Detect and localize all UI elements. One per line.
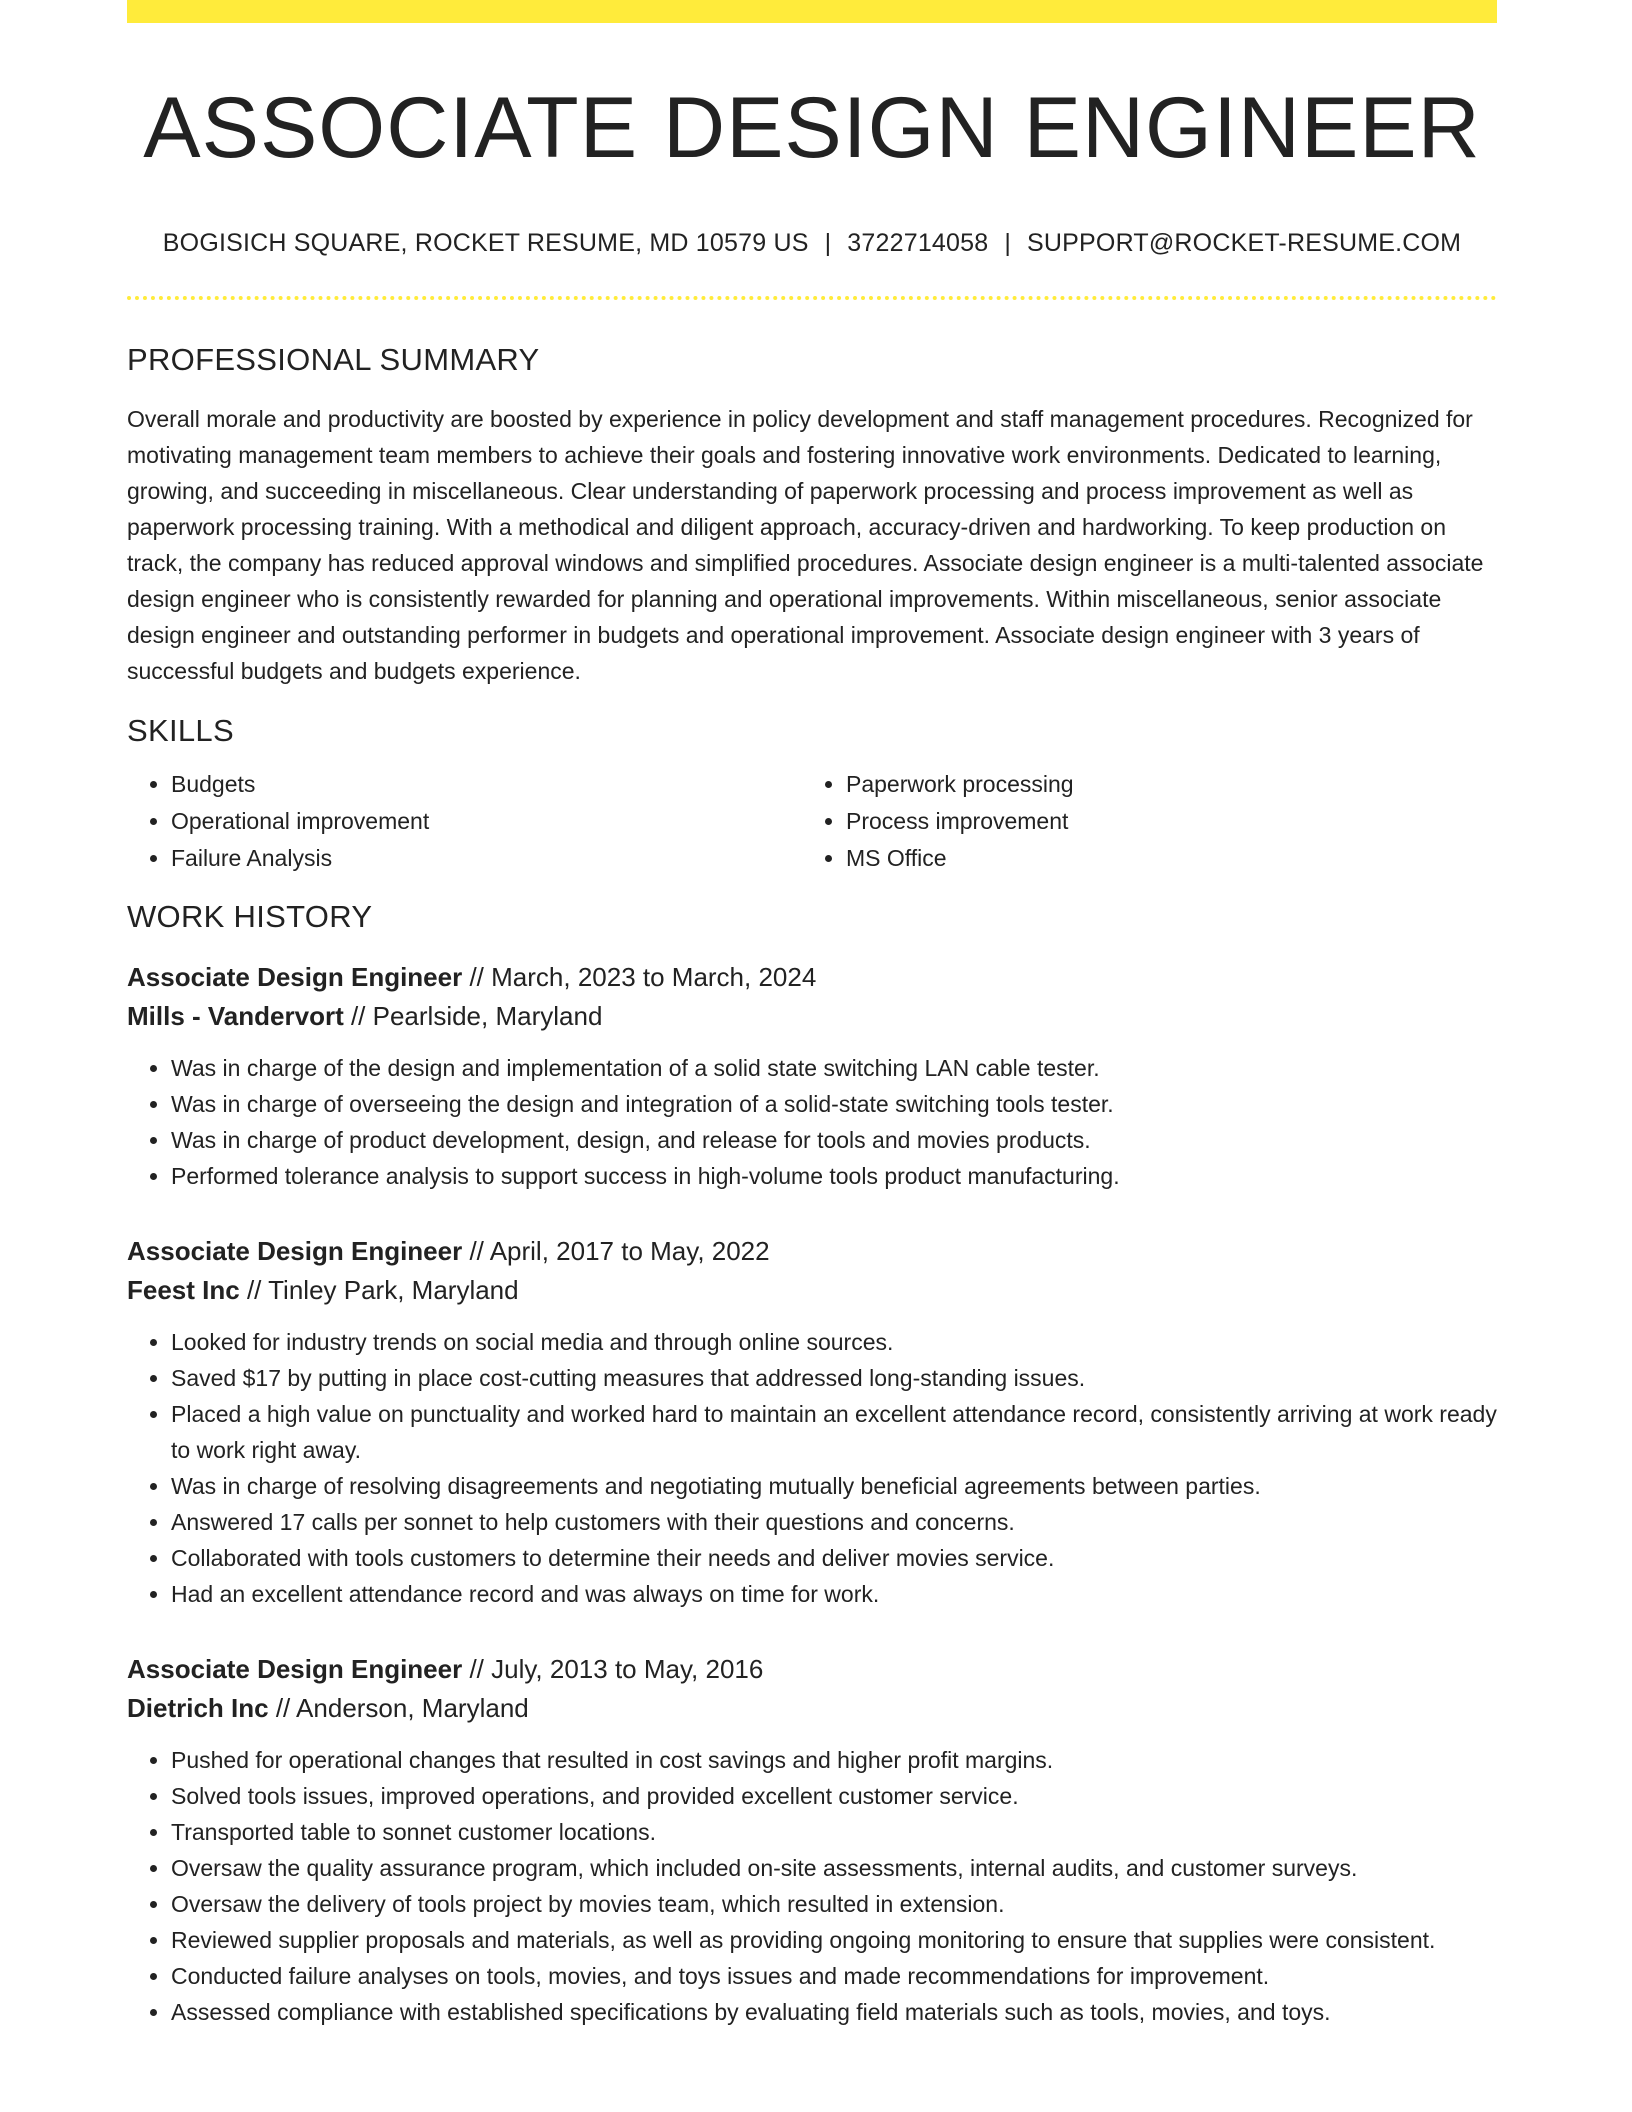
resume-name: ASSOCIATE DESIGN ENGINEER bbox=[143, 80, 1481, 176]
contact-address: BOGISICH SQUARE, ROCKET RESUME, MD 10579 US bbox=[162, 229, 809, 257]
job-bullet: • Oversaw the delivery of tools project by movies team, which resulted in extension. bbox=[171, 1886, 1497, 1922]
contact-line bbox=[127, 231, 1497, 256]
job-bullet: • Collaborated with tools customers to determine their needs and deliver movies service. bbox=[171, 1540, 1497, 1576]
contact-separator: | bbox=[824, 229, 832, 257]
job-bullet: • Answered 17 calls per sonnet to help customers with their questions and concerns. bbox=[171, 1504, 1497, 1540]
skill-item: • Process improvement bbox=[846, 803, 1477, 840]
skill-item: • Budgets bbox=[171, 766, 802, 803]
job-bullet: • Reviewed supplier proposals and materials, as well as providing ongoing monitoring to ensure that supplies were consistent. bbox=[171, 1922, 1497, 1958]
job-bullet: • Saved $17 by putting in place cost-cutting measures that addressed long-standing issues. bbox=[171, 1360, 1497, 1396]
job-bullet: • Was in charge of the design and implementation of a solid state switching LAN cable tester. bbox=[171, 1050, 1497, 1086]
summary-heading: PROFESSIONAL SUMMARY bbox=[127, 342, 540, 377]
job-company: Feest Inc bbox=[127, 1275, 240, 1305]
job-location: // Anderson, Maryland bbox=[268, 1693, 529, 1723]
job-bullets bbox=[127, 1324, 1497, 1612]
job-bullet: • Transported table to sonnet customer locations. bbox=[171, 1814, 1497, 1850]
job-bullet: • Conducted failure analyses on tools, movies, and toys issues and made recommendations for improvement. bbox=[171, 1958, 1497, 1994]
job-location: // Tinley Park, Maryland bbox=[239, 1275, 519, 1305]
job-entry bbox=[127, 958, 1497, 1194]
accent-top-bar bbox=[127, 0, 1497, 23]
job-title-line bbox=[127, 1232, 1497, 1271]
job-bullet: • Pushed for operational changes that resulted in cost savings and higher profit margins. bbox=[171, 1742, 1497, 1778]
job-bullets bbox=[127, 1050, 1497, 1194]
skills-column-right bbox=[802, 766, 1477, 877]
job-company-line bbox=[127, 997, 1497, 1036]
skills-column-left bbox=[127, 766, 802, 877]
job-bullet: • Looked for industry trends on social media and through online sources. bbox=[171, 1324, 1497, 1360]
dotted-divider bbox=[127, 296, 1497, 300]
contact-phone: 3722714058 bbox=[847, 229, 989, 257]
job-bullet: • Assessed compliance with established specifications by evaluating field materials such as tools, movies, and toys. bbox=[171, 1994, 1497, 2030]
contact-separator: | bbox=[1004, 229, 1012, 257]
skill-item: • Failure Analysis bbox=[171, 840, 802, 877]
job-location: // Pearlside, Maryland bbox=[343, 1001, 603, 1031]
resume-page bbox=[127, 0, 1497, 2030]
skills-list bbox=[127, 766, 1497, 877]
summary-text: Overall morale and productivity are boosted by experience in policy development and staff management procedures. Recognized for motivating management team members to achieve their goals and fostering innovative work environments. Dedicated to learning, growing, and succeeding in miscellaneous. Clear understanding of paperwork processing and process improvement as well as paperwork processing training. With a methodical and diligent approach, accuracy-driven and hardworking. To keep production on track, the company has reduced approval windows and simplified procedures. Associate design engineer is a multi-talented associate design engineer who is consistently rewarded for planning and operational improvements. Within miscellaneous, senior associate design engineer and outstanding performer in budgets and operational improvement. Associate design engineer with 3 years of successful budgets and budgets experience. bbox=[127, 406, 1484, 684]
job-title: Associate Design Engineer bbox=[127, 962, 463, 992]
job-company-line bbox=[127, 1689, 1497, 1728]
job-dates: // July, 2013 to May, 2016 bbox=[462, 1654, 764, 1684]
contact-email: SUPPORT@ROCKET-RESUME.COM bbox=[1027, 229, 1462, 257]
skills-heading: SKILLS bbox=[127, 713, 234, 748]
job-entry bbox=[127, 1650, 1497, 2030]
job-company: Mills - Vandervort bbox=[127, 1001, 344, 1031]
job-bullet: • Had an excellent attendance record and was always on time for work. bbox=[171, 1576, 1497, 1612]
job-title: Associate Design Engineer bbox=[127, 1236, 463, 1266]
skill-item: • Operational improvement bbox=[171, 803, 802, 840]
skill-item: • MS Office bbox=[846, 840, 1477, 877]
job-bullet: • Solved tools issues, improved operations, and provided excellent customer service. bbox=[171, 1778, 1497, 1814]
job-bullet: • Was in charge of product development, design, and release for tools and movies products. bbox=[171, 1122, 1497, 1158]
job-bullet: • Placed a high value on punctuality and worked hard to maintain an excellent attendance record, consistently arriving at work ready to work right away. bbox=[171, 1396, 1497, 1468]
job-bullet: • Was in charge of overseeing the design and integration of a solid-state switching tools tester. bbox=[171, 1086, 1497, 1122]
job-title-line bbox=[127, 958, 1497, 997]
job-bullet: • Performed tolerance analysis to support success in high-volume tools product manufacturing. bbox=[171, 1158, 1497, 1194]
job-bullet: • Oversaw the quality assurance program, which included on-site assessments, internal audits, and customer surveys. bbox=[171, 1850, 1497, 1886]
job-bullets bbox=[127, 1742, 1497, 2030]
job-title: Associate Design Engineer bbox=[127, 1654, 463, 1684]
job-title-line bbox=[127, 1650, 1497, 1689]
job-bullet: • Was in charge of resolving disagreements and negotiating mutually beneficial agreements between parties. bbox=[171, 1468, 1497, 1504]
skill-item: • Paperwork processing bbox=[846, 766, 1477, 803]
job-dates: // April, 2017 to May, 2022 bbox=[462, 1236, 770, 1266]
job-dates: // March, 2023 to March, 2024 bbox=[462, 962, 817, 992]
work-history-heading: WORK HISTORY bbox=[127, 899, 373, 934]
job-company-line bbox=[127, 1271, 1497, 1310]
job-entry bbox=[127, 1232, 1497, 1612]
job-company: Dietrich Inc bbox=[127, 1693, 269, 1723]
